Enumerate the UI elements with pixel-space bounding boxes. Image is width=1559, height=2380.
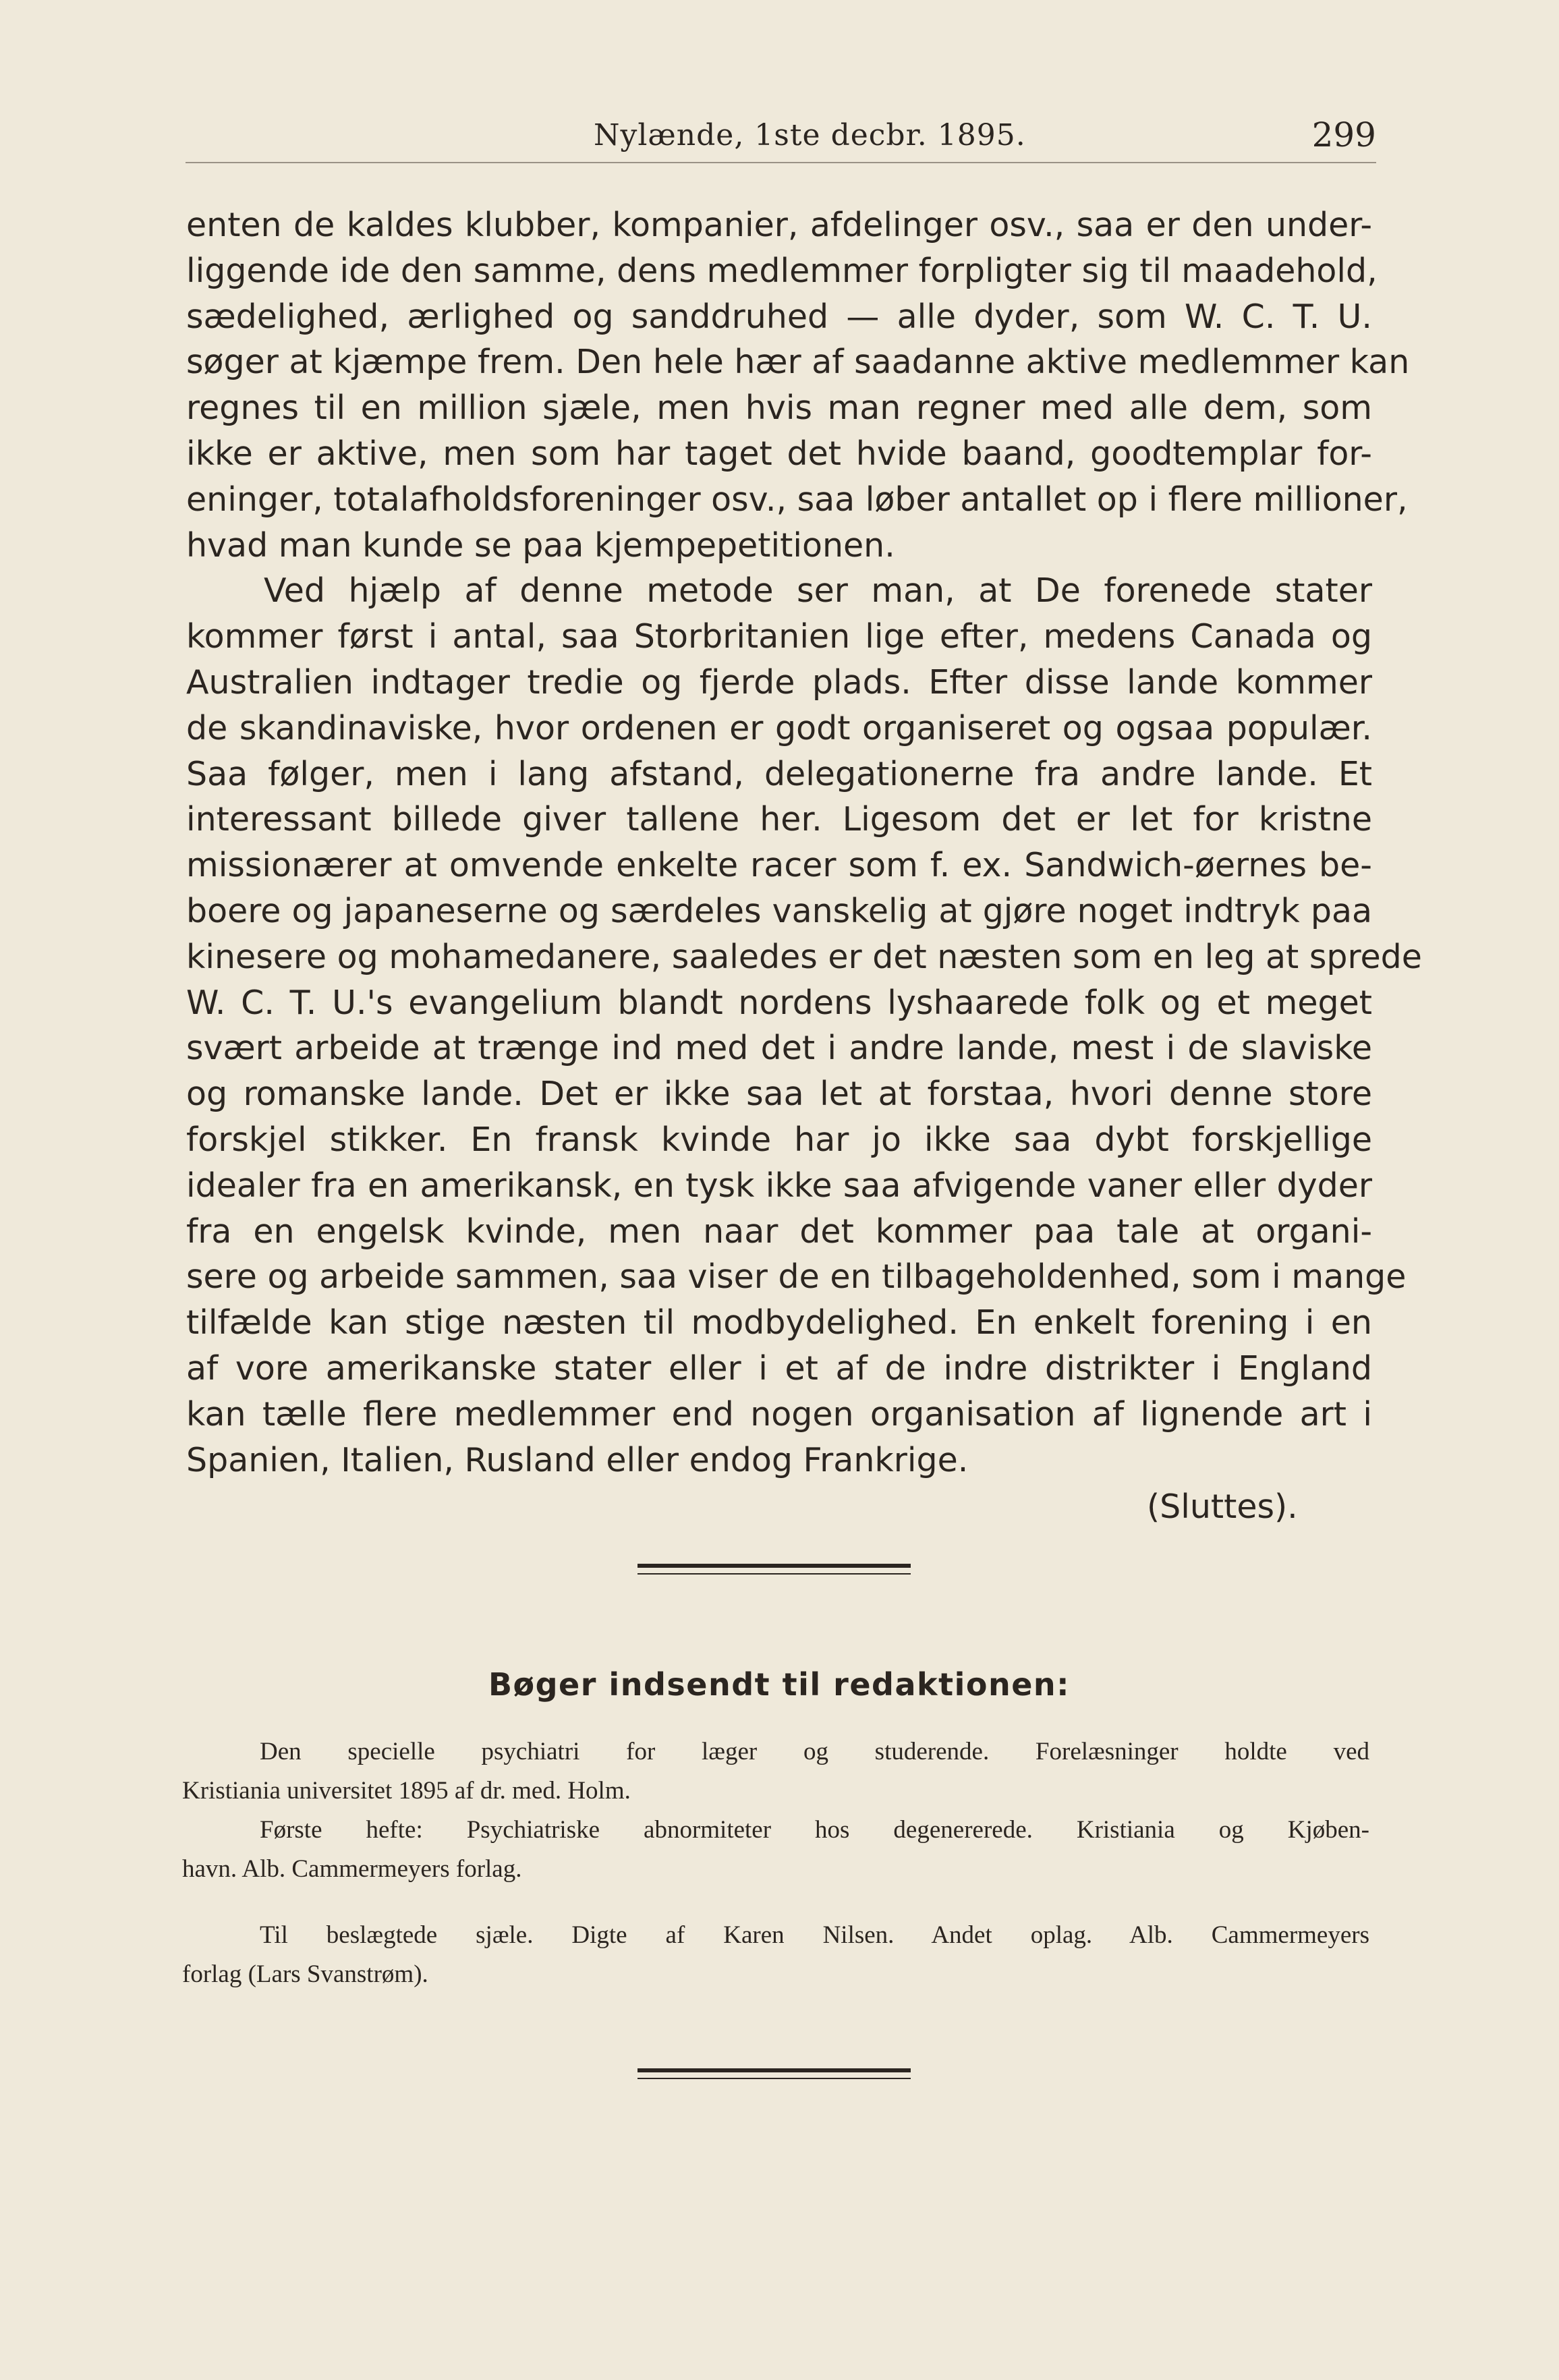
text-line: Spanien, Italien, Rusland eller endog Frankrige. xyxy=(186,1440,969,1479)
text-line: kinesere og mohamedanere, saaledes er det næsten som en leg at sprede xyxy=(186,937,1422,976)
text-line: idealer fra en amerikansk, en tysk ikke saa afvigende vaner eller dyder xyxy=(186,1166,1372,1205)
text-line: Ved hjælp af denne metode ser man, at De forenede stater xyxy=(264,571,1372,611)
book-entry-line: havn. Alb. Cammermeyers forlag. xyxy=(182,1855,522,1883)
page-header xyxy=(186,111,1376,165)
text-line: kan tælle flere medlemmer end nogen organisation af lignende art i xyxy=(186,1394,1372,1434)
text-line: eninger, totalafholdsforeninger osv., saa løber antallet op i flere millioner, xyxy=(186,480,1408,519)
text-line: ikke er aktive, men som har taget det hvide baand, goodtemplar for- xyxy=(186,434,1372,473)
book-entry-line: Kristiania universitet 1895 af dr. med. Holm. xyxy=(182,1777,631,1805)
article-body xyxy=(186,202,1422,1483)
book-entry-line: Første hefte: Psychiatriske abnormiteter hos degenererede. Kristiania og Kjøben- xyxy=(260,1816,1369,1844)
text-line: Saa følger, men i lang afstand, delegationerne fra andre lande. Et xyxy=(186,754,1372,793)
text-line: liggende ide den samme, dens medlemmer forpligter sig til maadehold, xyxy=(186,251,1378,290)
text-line: forskjel stikker. En fransk kvinde har jo ikke saa dybt forskjellige xyxy=(186,1120,1372,1159)
end-divider xyxy=(637,2068,911,2072)
text-line: og romanske lande. Det er ikke saa let at forstaa, hvori denne store xyxy=(186,1075,1372,1114)
text-line: W. C. T. U.'s evangelium blandt nordens lyshaarede folk og et meget xyxy=(186,983,1372,1022)
book-entry xyxy=(182,1916,1369,1994)
text-line: de skandinaviske, hvor ordenen er godt organiseret og ogsaa populær. xyxy=(186,708,1372,747)
section-divider-thin xyxy=(637,1573,911,1575)
text-line: enten de kaldes klubber, kompanier, afdelinger osv., saa er den under- xyxy=(186,206,1372,244)
text-line: søger at kjæmpe frem. Den hele hær af saadanne aktive medlemmer kan xyxy=(186,343,1410,382)
book-entry xyxy=(182,1811,1369,1889)
text-line: sere og arbeide sammen, saa viser de en tilbageholdenhed, som i mange xyxy=(186,1257,1407,1297)
books-section-title: Bøger indsendt til redaktionen: xyxy=(488,1666,1071,1703)
end-divider-thin xyxy=(637,2078,911,2079)
book-entry-line: Til beslægtede sjæle. Digte af Karen Nilsen. Andet oplag. Alb. Cammermeyers xyxy=(260,1921,1369,1949)
text-line: kommer først i antal, saa Storbritanien lige efter, medens Canada og xyxy=(186,617,1372,656)
page-number: 299 xyxy=(1311,115,1376,154)
text-line: fra en engelsk kvinde, men naar det kommer paa tale at organi- xyxy=(186,1212,1372,1251)
header-rule xyxy=(186,162,1376,163)
text-line: boere og japaneserne og særdeles vanskelig at gjøre noget indtryk paa xyxy=(186,891,1372,930)
text-line: Australien indtager tredie og fjerde plads. Efter disse lande kommer xyxy=(186,662,1372,702)
book-entry xyxy=(182,1732,1369,1811)
sluttes-note: (Sluttes). xyxy=(1147,1488,1298,1526)
text-line: tilfælde kan stige næsten til modbydelighed. En enkelt forening i en xyxy=(186,1303,1372,1342)
section-divider xyxy=(637,1564,911,1568)
text-line: hvad man kunde se paa kjempepetitionen. xyxy=(186,526,895,565)
running-title: Nylænde, 1ste decbr. 1895. xyxy=(594,118,1026,152)
text-line: regnes til en million sjæle, men hvis man regner med alle dem, som xyxy=(186,389,1372,428)
text-line: interessant billede giver tallene her. Ligesom det er let for kristne xyxy=(186,800,1372,839)
book-entry-line: forlag (Lars Svanstrøm). xyxy=(182,1960,428,1988)
text-line: af vore amerikanske stater eller i et af de indre distrikter i England xyxy=(186,1349,1372,1388)
text-line: svært arbeide at trænge ind med det i andre lande, mest i de slaviske xyxy=(186,1029,1372,1068)
text-line: missionærer at omvende enkelte racer som f. ex. Sandwich-øernes be- xyxy=(186,846,1372,885)
text-line: sædelighed, ærlighed og sanddruhed — alle dyder, som W. C. T. U. xyxy=(186,297,1372,336)
book-entry-line: Den specielle psychiatri for læger og studerende. Forelæsninger holdte ved xyxy=(260,1738,1369,1765)
